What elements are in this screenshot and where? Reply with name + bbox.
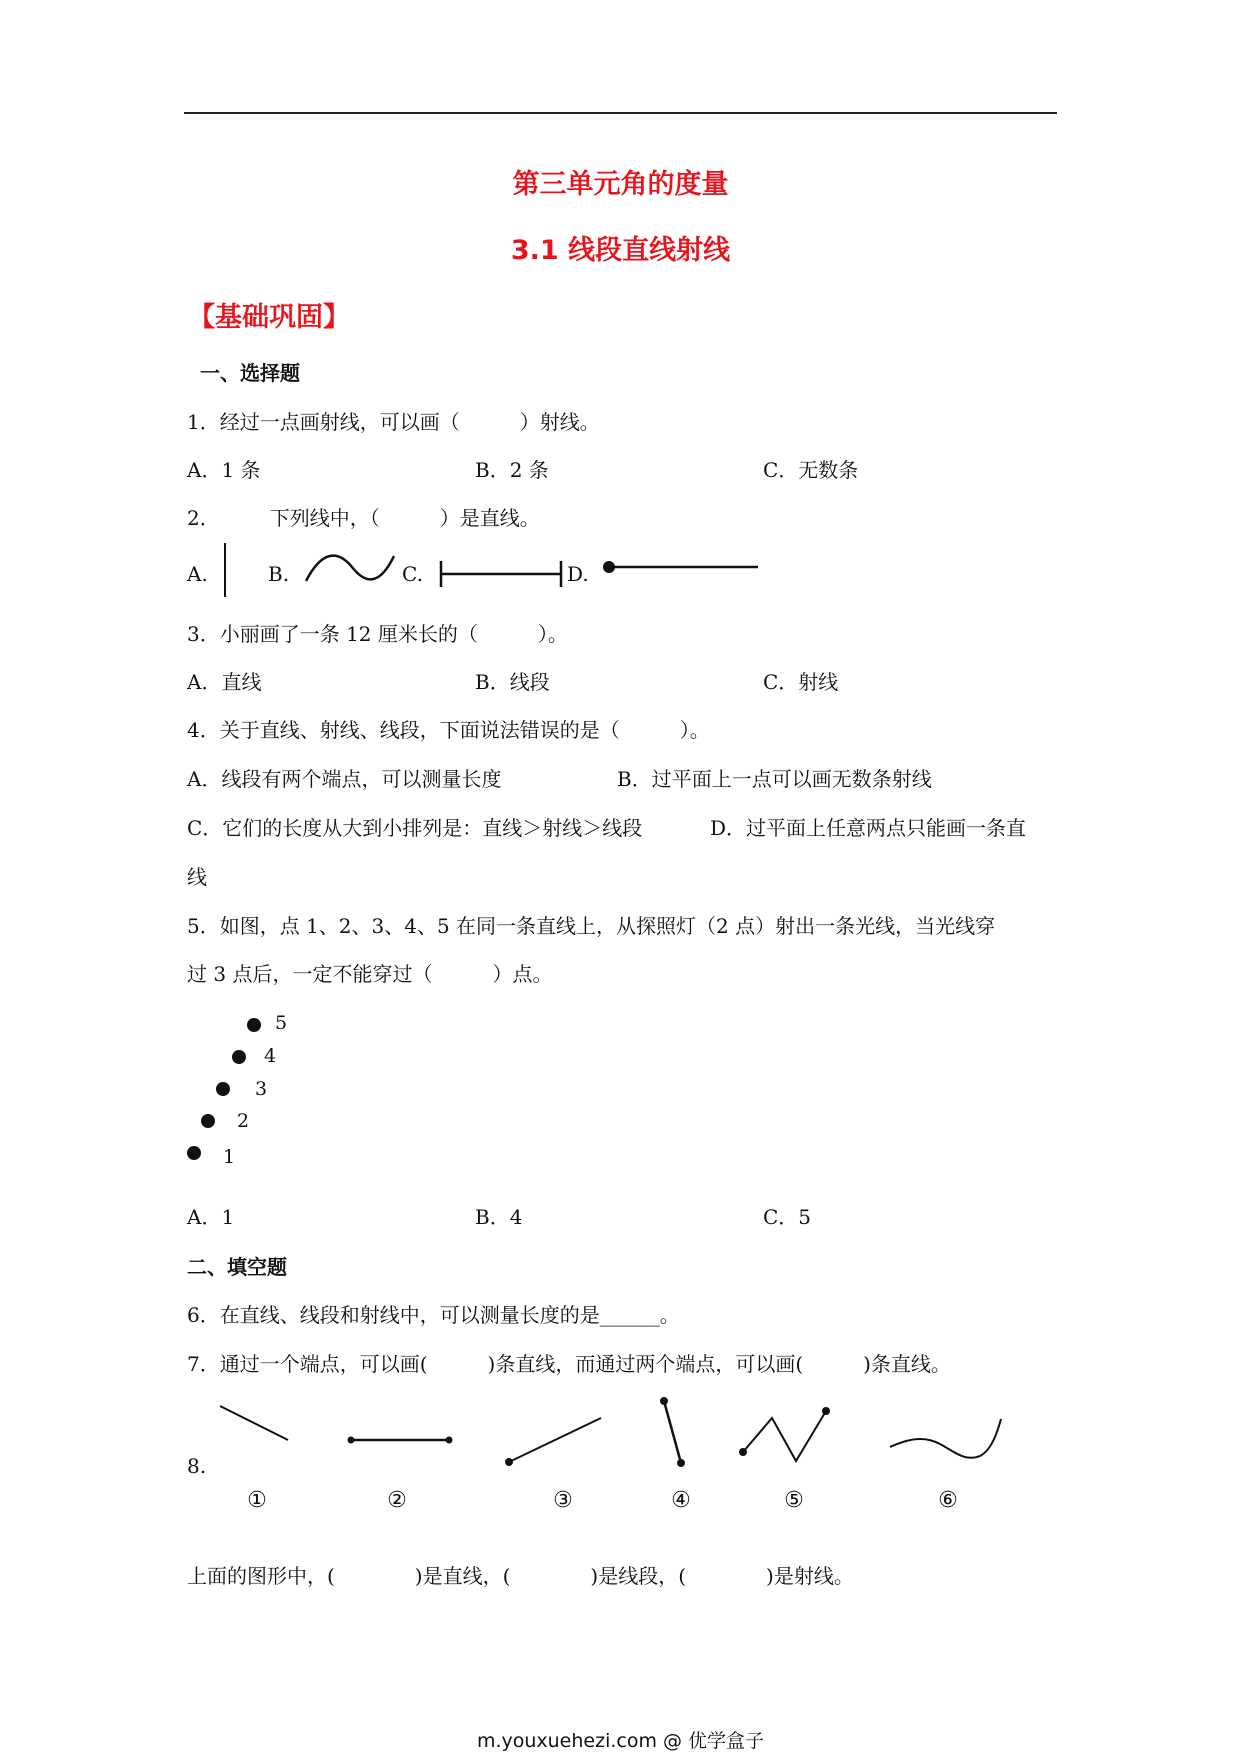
q5-option-a: A．1 (187, 1205, 235, 1229)
q5-stem-line1: 5．如图，点 1、2、3、4、5 在同一条直线上，从探照灯（2 点）射出一条光线，当光线穿 (187, 914, 996, 938)
part1-heading: 一、选择题 (200, 361, 300, 385)
q5-point-label-3: 3 (255, 1078, 268, 1100)
q5-point-label-4: 4 (264, 1045, 277, 1067)
q5-option-c: C．5 (763, 1205, 812, 1229)
q8-figure-4-endpoint-bottom (677, 1459, 685, 1467)
q8-figure-2-endpoint-right (446, 1437, 453, 1444)
q8-number: 8. (187, 1454, 207, 1478)
q1-option-b: B．2 条 (475, 458, 549, 482)
q8-label-2: ② (387, 1488, 407, 1513)
q5-stem-line2: 过 3 点后，一定不能穿过（ ）点。 (187, 962, 553, 986)
part2-heading: 二、填空题 (187, 1255, 287, 1279)
q8-figure-2-endpoint-left (348, 1437, 355, 1444)
q5-option-b: B．4 (475, 1205, 523, 1229)
q5-point-label-1: 1 (223, 1146, 236, 1168)
q8-label-1: ① (247, 1488, 267, 1513)
q1-stem: 1．经过一点画射线，可以画（ ）射线。 (187, 410, 600, 434)
q8-stem: 上面的图形中，( )是直线，( )是线段，( )是射线。 (187, 1564, 854, 1588)
q5-point-label-5: 5 (275, 1012, 288, 1034)
q8-figure-5-polyline (743, 1411, 826, 1461)
q3-option-b: B．线段 (475, 670, 550, 694)
q8-label-6: ⑥ (938, 1488, 958, 1513)
q8-label-4: ④ (671, 1488, 691, 1513)
q8-figure-5-endpoint-right (822, 1407, 830, 1415)
q3-option-c: C．射线 (763, 670, 839, 694)
q8-label-5: ⑤ (784, 1488, 804, 1513)
q2-option-a: A. (187, 562, 208, 586)
q4-option-d-continued: 线 (187, 865, 207, 889)
q8-figure-4-segment (664, 1401, 681, 1463)
q2-option-b: B. (268, 562, 290, 586)
q8-label-3: ③ (553, 1488, 573, 1513)
q6-stem: 6．在直线、线段和射线中，可以测量长度的是______。 (187, 1303, 680, 1327)
q2-stem: 2． 下列线中，（ ）是直线。 (187, 506, 540, 530)
q4-option-a: A．线段有两个端点，可以测量长度 (187, 767, 502, 791)
q1-option-c: C．无数条 (763, 458, 859, 482)
q2-option-c: C. (402, 562, 423, 586)
footer-source[interactable]: m.youxuehezi.com @ 优学盒子 (476, 1730, 765, 1752)
section-label: 【基础巩固】 (188, 302, 350, 333)
q8-figure-5-endpoint-left (739, 1448, 747, 1456)
q3-option-a: A．直线 (187, 670, 262, 694)
q4-option-d: D．过平面上任意两点只能画一条直 (710, 816, 1027, 840)
q4-option-c: C．它们的长度从大到小排列是：直线＞射线＞线段 (187, 816, 643, 840)
q8-figure-3-endpoint (505, 1458, 513, 1466)
q5-point-label-2: 2 (237, 1110, 250, 1132)
q4-stem: 4．关于直线、射线、线段，下面说法错误的是（ ）。 (187, 718, 710, 742)
q4-option-b: B．过平面上一点可以画无数条射线 (617, 767, 932, 791)
q2-option-d: D. (567, 562, 589, 586)
q8-figure-3-ray (509, 1418, 601, 1462)
q3-stem: 3．小丽画了一条 12 厘米长的（ ）。 (187, 622, 568, 646)
lesson-title: 3.1 线段直线射线 (510, 235, 731, 266)
q8-figure-6-curve (890, 1419, 1001, 1458)
q1-option-a: A．1 条 (187, 458, 261, 482)
q8-figure-1-line (220, 1406, 288, 1440)
q8-figure-4-endpoint-top (660, 1397, 668, 1405)
q7-stem: 7．通过一个端点，可以画( )条直线，而通过两个端点，可以画( )条直线。 (187, 1352, 951, 1376)
unit-title: 第三单元角的度量 (512, 169, 729, 200)
